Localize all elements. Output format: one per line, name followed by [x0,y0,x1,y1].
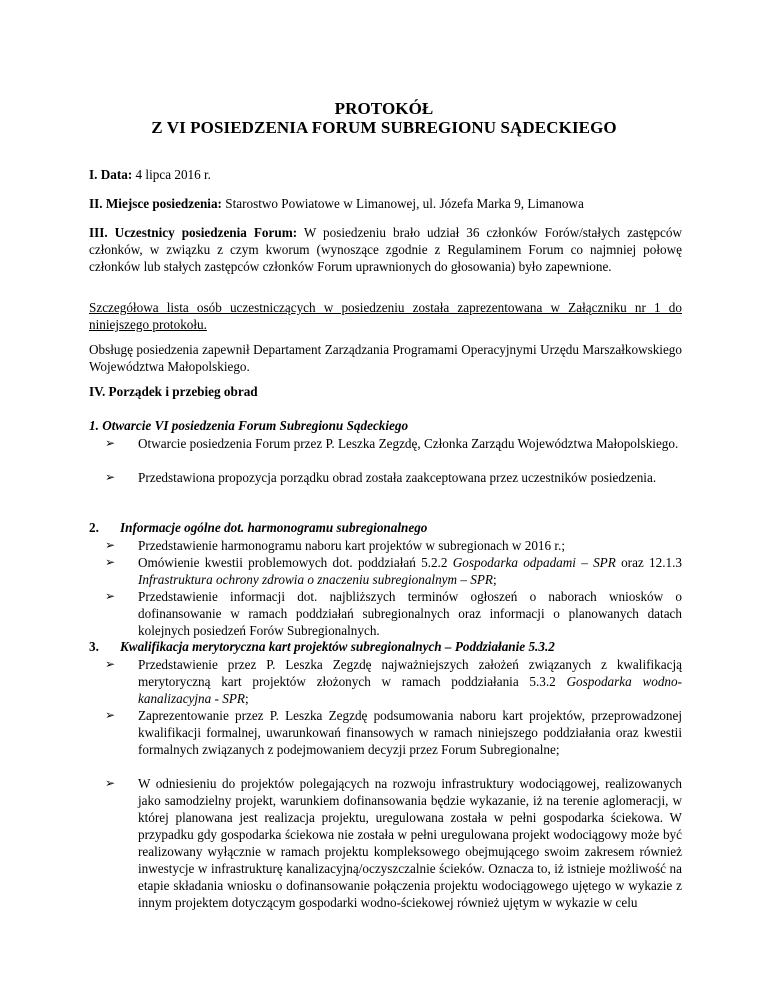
section-2-title: Informacje ogólne dot. harmonogramu subregionalnego [120,520,428,535]
section-1-heading [89,418,408,434]
participants-label: III. Uczestnicy posiedzenia Forum: [89,225,298,240]
place-label: II. Miejsce posiedzenia: [89,196,222,211]
document-title: PROTOKÓŁ [334,99,434,118]
arrowhead-bullet-icon: ➢ [105,555,116,569]
meeting-date [89,166,682,183]
date-label: I. Data: [89,167,133,182]
arrowhead-bullet-icon: ➢ [105,776,116,790]
arrowhead-bullet-icon: ➢ [105,538,116,552]
list-item: ➢ W odniesieniu do projektów polegających na rozwoju infrastruktury wodociągowej, realizowanych jako samodzielny projekt, warunkiem dofinansowania będzie wykazanie, iż na terenie aglomeracji, w której planowana jest realizacja projektu, uregulowana została w pełni gospodarka ściekowa. W przypadku gdy gospodarka ściekowa nie została w pełni uregulowana projekt wodociągowy może być realizowany wyłącznie w ramach projektu kompleksowego obejmującego swoim zakresem również inwestycje w infrastrukturę kanalizacyjną/oczyszczalnie ścieków. Oznacza to, iż istnieje możliwość na etapie składania wniosku o dofinansowanie połączenia projektu wodociągowego ujętego w wykazie z innym projektem dotyczącym gospodarki wodno-ściekowej również ujętym w wykazie w celu [105,776,682,910]
meeting-participants [89,224,682,275]
list-item: ➢ Zaprezentowanie przez P. Leszka Zegzdę podsumowania naboru kart projektów, przeprowadzonej kwalifikacji formalnej, uwarunkowań finansowych w ramach niniejszego poddziałania oraz kwestii formalnych związanych z podejmowaniem decyzji przez Forum Subregionalne; [105,708,682,757]
participants-list-note: Szczegółowa lista osób uczestniczących w posiedzeniu została zaprezentowana w Załączniku nr 1 do niniejszego protokołu. [89,300,682,332]
arrowhead-bullet-icon: ➢ [105,657,116,671]
section-3-title: Kwalifikacja merytoryczna kart projektów subregionalnych – Poddziałanie 5.3.2 [120,639,555,654]
list-item: ➢ Otwarcie posiedzenia Forum przez P. Leszka Zegzdę, Członka Zarządu Województwa Małopolskiego. [105,436,679,451]
place-value: Starostwo Powiatowe w Limanowej, ul. Józefa Marka 9, Limanowa [225,196,584,211]
section-1-number: 1. [89,418,99,433]
list-item: ➢ Omówienie kwestii problemowych dot. poddziałań 5.2.2 Gospodarka odpadami – SPR oraz 12.1.3 Infrastruktura ochrony zdrowia o znaczeniu subregionalnym – SPR; [105,555,683,587]
agenda-heading: IV. Porządek i przebieg obrad [89,384,258,399]
list-item: ➢ Przedstawienie informacji dot. najbliższych terminów ogłoszeń o naborach wniosków o dofinansowanie w ramach poddziałań subregionalnych oraz informacji o planowanych datach kolejnych posiedzeń Forów Subregionalnych. [105,589,682,638]
meeting-place [89,195,682,212]
section-1-title: Otwarcie VI posiedzenia Forum Subregionu Sądeckiego [102,418,409,433]
arrowhead-bullet-icon: ➢ [105,589,116,603]
participants-value: W posiedzeniu brało udział 36 członków Forów/stałych zastępców członków, w związku z czym kworum (wynoszące zgodnie z Regulaminem Forum co najmniej połowę członków lub stałych zastępców członków Forum uprawnionych do głosowania) było zapewnione. [89,225,683,274]
service-note: Obsługę posiedzenia zapewnił Departament Zarządzania Programami Operacyjnymi Urzędu Marszałkowskiego Województwa Małopolskiego. [89,342,682,374]
section-2-number: 2. [89,520,99,535]
list-item: ➢ Przedstawienie przez P. Leszka Zegzdę najważniejszych założeń związanych z kwalifikacją merytoryczną kart projektów złożonych w ramach poddziałania 5.3.2 Gospodarka wodno-kanalizacyjna - SPR; [105,657,683,706]
list-item: ➢ Przedstawienie harmonogramu naboru kart projektów w subregionach w 2016 r.; [105,538,566,553]
list-item: ➢ Przedstawiona propozycja porządku obrad została zaakceptowana przez uczestników posiedzenia. [105,470,657,485]
document-subtitle: Z VI POSIEDZENIA FORUM SUBREGIONU SĄDECKIEGO [151,118,617,137]
date-value: 4 lipca 2016 r. [135,167,211,182]
arrowhead-bullet-icon: ➢ [105,708,116,722]
arrowhead-bullet-icon: ➢ [105,470,116,484]
section-3-number: 3. [89,639,99,654]
arrowhead-bullet-icon: ➢ [105,436,116,450]
